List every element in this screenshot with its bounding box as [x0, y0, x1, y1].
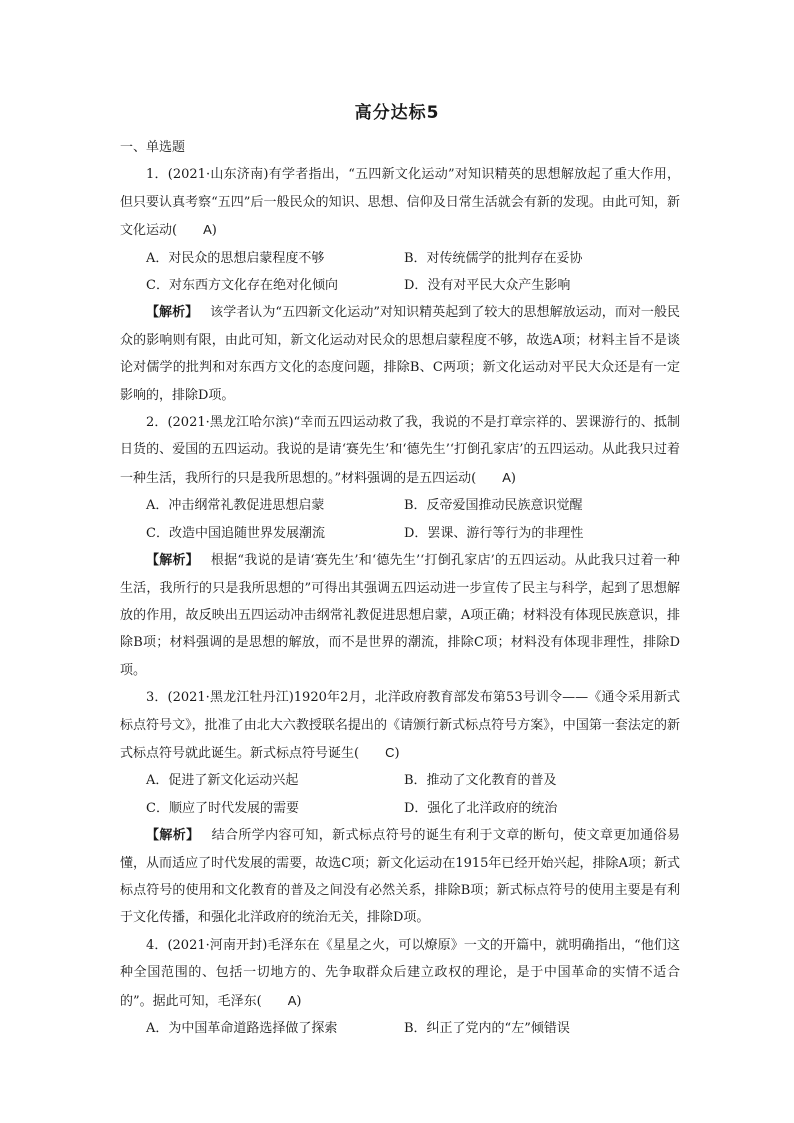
option-item: D．罢课、游行等行为的非理性 [404, 525, 584, 541]
options-grid [120, 245, 680, 300]
question-close-paren: ) [211, 223, 217, 239]
question-close-paren: ) [510, 470, 516, 486]
analysis-paragraph [120, 299, 680, 409]
option-item: A．冲击纲常礼教促进思想启蒙 [146, 498, 325, 514]
question-text: 2．(2021·黑龙江哈尔滨)“幸而五四运动救了我，我说的不是打章宗祥的、罢课游行的、抵制日货的、爱国的五四运动。我说的是请‘赛先生’和‘德先生’‘打倒孔家店’的五四运动。从此我只过着一种生活，我所行的只是我所思想的。”材料强调的是五四运动( [120, 415, 680, 486]
analysis-text: 根据“我说的是请‘赛先生’和‘德先生’‘打倒孔家店’的五四运动。从此我只过着一种生活，我所行的只是我所思想的”可得出其强调五四运动进一步宣传了民主与科学，起到了思想解放的作用，故反映出五四运动冲击纲常礼教促进思想启蒙，A项正确；材料没有体现民族意识，排除B项；材料强调的是思想的解放，而不是世界的潮流，排除C项；材料没有体现非理性，排除D项。 [120, 553, 680, 678]
answer-letter: A [502, 469, 511, 485]
answer-letter: C [385, 744, 395, 760]
page-title: 高分达标5 [354, 103, 440, 123]
options-grid [120, 1015, 680, 1042]
options-grid [120, 767, 680, 822]
question-text: 1．(2021·山东济南)有学者指出，“五四新文化运动”对知识精英的思想解放起了重大作用，但只要认真考察“五四”后一般民众的知识、思想、信仰及日常生活就会有新的发现。由此可知，新文化运动( [120, 167, 680, 239]
question-stem [120, 684, 680, 767]
option-item: C．改造中国追随世界发展潮流 [146, 525, 325, 541]
analysis-label: 【解析】 [146, 553, 199, 569]
option-item: B．推动了文化教育的普及 [404, 773, 557, 789]
analysis-paragraph [120, 822, 680, 932]
option-item: A．促进了新文化运动兴起 [146, 773, 299, 789]
analysis-label: 【解析】 [146, 828, 200, 844]
answer-letter: A [287, 992, 297, 1008]
question-stem [120, 409, 680, 492]
analysis-label: 【解析】 [146, 305, 199, 321]
option-item: B．反帝爱国推动民族意识觉醒 [404, 498, 583, 514]
option-item: B．对传统儒学的批判存在妥协 [404, 250, 583, 266]
section-heading: 一、单选题 [120, 140, 186, 155]
option-item: B．纠正了党内的“左”倾错误 [404, 1021, 570, 1036]
analysis-paragraph [120, 547, 680, 684]
option-item: A．为中国革命道路选择做了探索 [146, 1021, 338, 1036]
question-close-paren: ) [394, 745, 400, 761]
analysis-text: 该学者认为“五四新文化运动”对知识精英起到了较大的思想解放运动，而对一般民众的影响则有限，由此可知，新文化运动对民众的思想启蒙程度不够，故选A项；材料主旨不是谈论对儒学的批判和对东西方文化的态度问题，排除B、C两项；新文化运动对平民大众还是有一定影响的，排除D项。 [120, 305, 680, 403]
answer-letter: A [203, 222, 212, 238]
option-item: C．顺应了时代发展的需要 [146, 800, 299, 816]
document-body [120, 134, 680, 1042]
question-stem [120, 161, 680, 244]
option-item: C．对东西方文化存在绝对化倾向 [146, 278, 338, 294]
option-item: D．强化了北洋政府的统治 [404, 800, 558, 816]
question-close-paren: ) [296, 993, 302, 1009]
question-stem [120, 932, 680, 1015]
question-text: 4．(2021·河南开封)毛泽东在《星星之火，可以燎原》一文的开篇中，就明确指出，“他们这种全国范围的、包括一切地方的、先争取群众后建立政权的理论，是于中国革命的实情不适合的”。据此可知，毛泽东( [120, 937, 680, 1009]
analysis-text: 结合所学内容可知，新式标点符号的诞生有利于文章的断句，使文章更加通俗易懂，从而适应了时代发展的需要，故选C项；新文化运动在1915年已经开始兴起，排除A项；新式标点符号的使用和文化教育的普及之间没有必然关系，排除B项；新式标点符号的使用主要是有利于文化传播，和强化北洋政府的统治无关，排除D项。 [120, 828, 680, 926]
option-item: A．对民众的思想启蒙程度不够 [146, 250, 325, 266]
question-text: 3．(2021·黑龙江牡丹江)1920年2月，北洋政府教育部发布第53号训令——《通令采用新式标点符号文》，批准了由北大六教授联名提出的《请颁行新式标点符号方案》，中国第一套法定的新式标点符号就此诞生。新式标点符号诞生( [120, 690, 680, 761]
options-grid [120, 492, 680, 547]
option-item: D．没有对平民大众产生影响 [404, 278, 571, 294]
